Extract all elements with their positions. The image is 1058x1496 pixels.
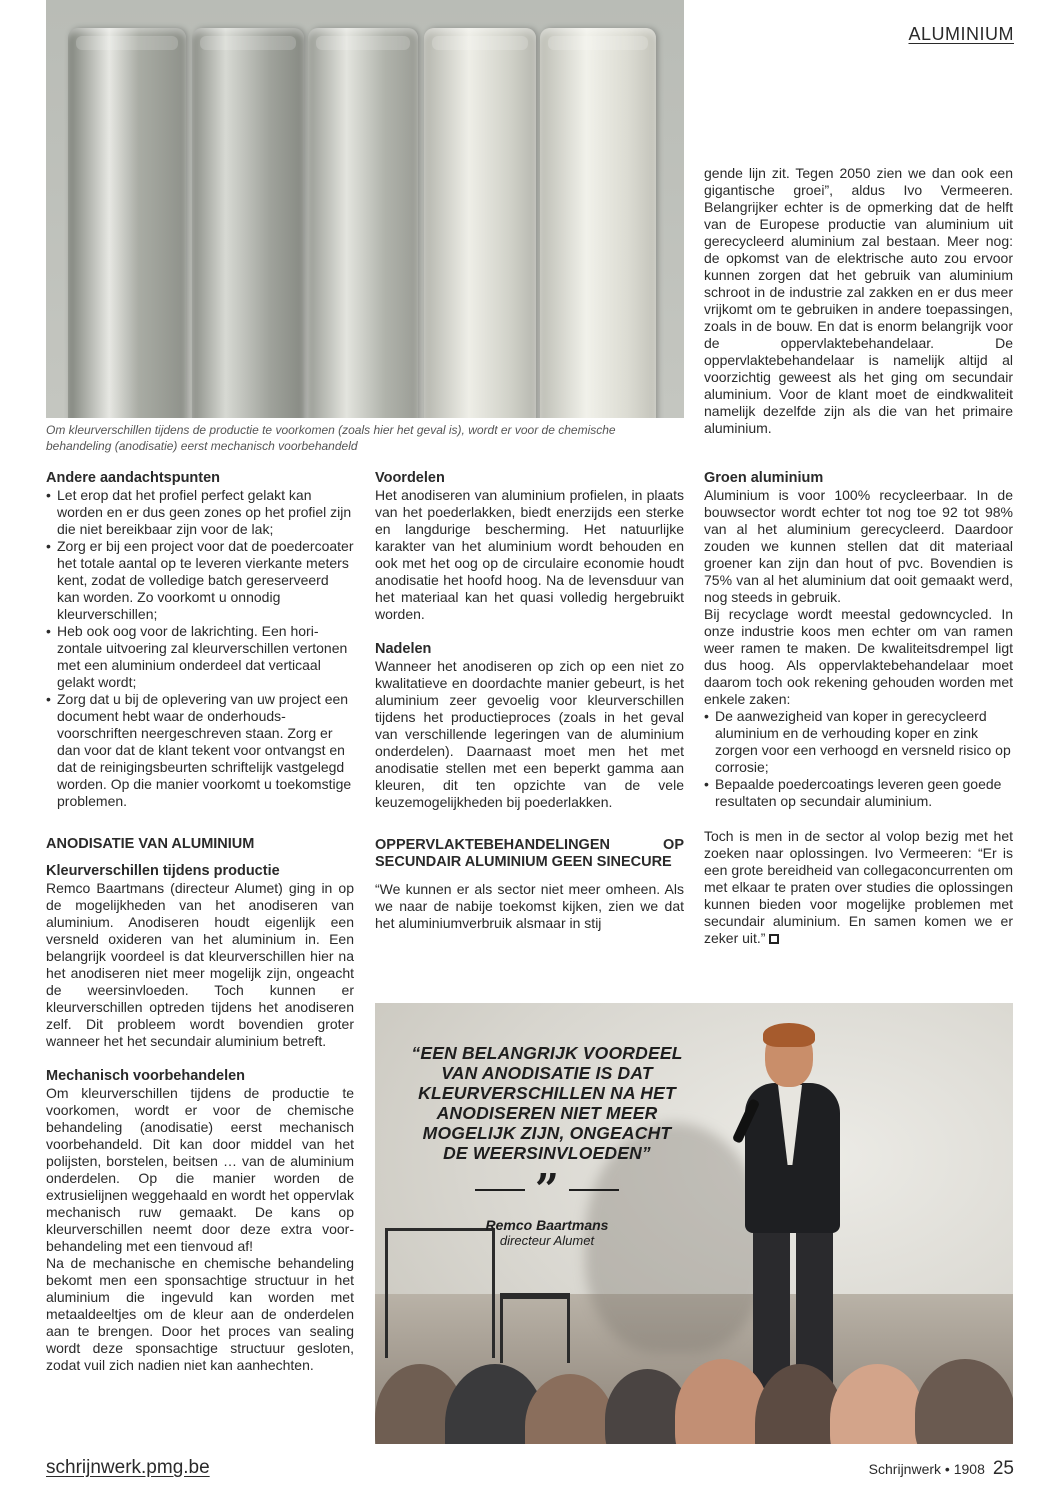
paragraph: “We kunnen er als sector niet meer omheen. Als we naar de nabije toekomst kijken, zien we dat het aluminiumverbruik alsmaar in stij — [375, 881, 684, 931]
list-item: • Heb ook oog voor de lakrichting. Een horizontale uitvoering zal kleurverschillen vertonen met een aluminium onderdeel dat verticaal gelakt wordt; — [46, 623, 354, 691]
list-item: • Zorg dat u bij de oplevering van uw project een document hebt waar de onderhoudsvoorschriften neergeschreven staan. Zorg er dan voor dat de klant tekent voor ontvangst en dat de reinigingsbeurten schriftelijk vastgelegd worden. Op die manier voorkomt u toekomstige problemen. — [46, 691, 354, 810]
aluminium-profiles-photo — [46, 0, 684, 418]
profile-1 — [68, 28, 186, 418]
website-link[interactable]: schrijnwerk.pmg.be — [46, 1457, 210, 1478]
paragraph: gende lijn zit. Tegen 2050 zien we dan ook een gigantische groei”, aldus Ivo Vermeeren. Belangrijker echter is de opmerking dat de helft van de Europese productie van aluminium uit gerecycleerd aluminium zal bestaan. Meer nog: de opkomst van de elektrische auto zou ervoor kunnen zorgen dat het gebruik van aluminium schroot in de industrie zal zakken en er dus meer vrijkomt om te gebruiken in andere toepassingen, zoals in de bouw. En dat is enorm belangrijk voor de oppervlaktebehandelaar. De oppervlaktebehandelaar is namelijk altijd al voorzichtig geweest als het ging om secundair aluminium. Voor de klant moet de eindkwaliteit namelijk dezelfde zijn als die van het primaire aluminium. — [704, 165, 1013, 436]
section-label: ALUMINIUM — [908, 24, 1014, 44]
divider-line — [569, 1189, 619, 1191]
speaker-photo — [375, 1003, 1013, 1444]
quote-author: Remco Baartmans — [485, 1217, 609, 1233]
closing-text: Toch is men in de sector al volop bezig met het zoeken naar oplossingen. Ivo Vermeeren: “Er is een grote bereidheid van collegaconcurrenten om met elkaar te praten over studies die oplossingen kunnen bieden voor mogelijke problemen met secundair aluminium. En samen komen we er zeker uit.” — [704, 828, 1013, 946]
heading-mechanisch: Mechanisch voorbehandelen — [46, 1068, 246, 1084]
quote-text: “EEN BELANGRIJK VOORDEEL VAN ANODISATIE IS DAT KLEURVERSCHILLEN NA HET ANODISEREN NIET MEER MOGELIJK ZIJN, ONGEACHT DE WEERSINVLOEDEN” — [411, 1043, 683, 1163]
profile-5 — [540, 28, 656, 418]
page-footer — [869, 1458, 1014, 1480]
list-item: • De aanwezigheid van koper in gerecycleerd aluminium en de verhouding koper en zink zorgen voor een verhoogd en versneld risico op corrosie; — [704, 708, 1013, 776]
profile-4 — [424, 28, 536, 418]
list-item: • Let erop dat het profiel perfect gelakt kan worden en er dus geen zones op het profiel zijn die niet bereikbaar zijn voor de lak; — [46, 487, 354, 538]
heading-kleurverschillen: Kleurverschillen tijdens productie — [46, 863, 280, 879]
paragraph: Wanneer het anodiseren op zich op een niet zo kwalitatieve en doordachte manier gebeurt, is het aluminium zeer gevoelig voor kleurverschillen tijdens het productieproces (zoals in het geval van verschillende legeringen van de aluminium onderdelen). Daarnaast moet men het met anodisatie stellen met een beperkt gamma aan kleuren, dit ten opzichte van de vele keuzemogelijkheden bij poederlakken. — [375, 658, 684, 810]
paragraph: Om kleurverschillen tijdens de productie te voorkomen, wordt er voor de chemische behandeling (anodisatie) eerst mechanisch voorbehandeld. Dit kan door middel van het polijsten, borstelen, beitsen … van de aluminium onderdelen. Op die manier worden de extrusielijnen weggehaald en wordt het oppervlak mechanisch ruw gemaakt. De kans op kleurverschillen neemt door deze extra voorbehandeling met een tienvoud af! — [46, 1085, 354, 1254]
paragraph: Aluminium is voor 100% recycleerbaar. In de bouwsector wordt echter tot nog toe 92 tot 98% van al het aluminium gerecycleerd. Daardoor zouden we kunnen stellen dat dit materiaal groener kan zijn dan hout of pvc. Bovendien is 75% van al het aluminium dat ooit gemaakt werd, nog steeds in gebruik. — [704, 487, 1013, 605]
heading-nadelen: Nadelen — [375, 641, 432, 657]
heading-andere-aandachtspunten: Andere aandachtspunten — [46, 470, 221, 486]
quote-divider — [411, 1165, 683, 1214]
column-2 — [375, 470, 684, 932]
list-item: • Bepaalde poedercoatings leveren geen goede resultaten op secundair aluminium. — [704, 776, 1013, 810]
profile-3 — [308, 28, 418, 418]
end-mark-icon — [769, 934, 779, 944]
paragraph: Het anodiseren van aluminium profielen, in plaats van het poederlakken, biedt enerzijds een sterke en langdurige bescherming. Het natuurlijke karakter van het aluminium wordt behouden en ook met het oog op de circulaire economie houdt anodisatie het hoofd hoog. Na de levensduur van het materiaal kan het quasi volledig hergebruikt worden. — [375, 487, 684, 622]
column-3 — [704, 470, 1013, 947]
quote-author-role: directeur Alumet — [499, 1233, 595, 1248]
heading-voordelen: Voordelen — [375, 470, 445, 486]
page-number: 25 — [992, 1458, 1014, 1479]
bullet-list — [46, 487, 354, 810]
paragraph: Na de mechanische en chemische behandeling bekomt men een sponsachtige structuur in het aluminium die ingevuld kan worden met metaaldeeltjes om de kleur aan de onderdelen aan te brengen. Door het proces van sealing wordt deze sponsachtige structuur gesloten, zodat vuil zich nadien niet kan aanhechten. — [46, 1255, 354, 1373]
profile-2 — [192, 28, 304, 418]
speaker-hair — [763, 1023, 815, 1047]
quote-mark-icon: ” — [534, 1165, 560, 1214]
heading-oppervlaktebehandelingen: OPPERVLAKTEBEHANDELINGEN OP SECUNDAIR ALUMINIUM GEEN SINECURE — [375, 837, 684, 870]
magazine-issue: Schrijnwerk • 1908 — [868, 1461, 985, 1477]
heading-groen-aluminium: Groen aluminium — [704, 470, 824, 486]
heading-anodisatie: ANODISATIE VAN ALUMINIUM — [46, 836, 255, 852]
pull-quote — [411, 1043, 683, 1248]
paragraph: Remco Baartmans (directeur Alumet) ging in op de mogelijkheden van het anodiseren van aluminium. Anodiseren houdt eigenlijk een versneld oxideren van het aluminium in. Een belangrijk voordeel is dat kleurverschillen hier na het anodiseren niet meer mogelijk zijn, ongeacht de weersinvloeden. Toch kunnen er kleurverschillen optreden tijdens het anodiseren zelf. Dit probleem wordt bovendien groter wanneer het het secundair aluminium betreft. — [46, 880, 354, 1049]
divider-line — [475, 1189, 525, 1191]
paragraph: Bij recyclage wordt meestal gedowncycled. In onze industrie koos men echter om van ramen weer ramen te maken. De kwaliteitsdrempel ligt dus hoog. Als oppervlaktebehandelaar moet daarom toch ook rekening gehouden worden met enkele zaken: — [704, 606, 1013, 707]
photo-caption: Om kleurverschillen tijdens de productie te voorkomen (zoals hier het geval is), wordt er voor de chemische behandeling (anodisatie) eerst mechanisch voorbehandeld — [46, 423, 616, 453]
column-3-top — [704, 165, 1013, 437]
bullet-list — [704, 708, 1013, 810]
list-item: • Zorg er bij een project voor dat de poedercoater het totale aantal op te leveren vierkante meters kent, zodat de volledige batch gereserveerd kan worden. Zo voorkomt u onnodig kleurverschillen; — [46, 538, 354, 623]
paragraph — [704, 828, 1013, 947]
audience — [375, 1324, 1013, 1444]
column-1 — [46, 470, 354, 1374]
